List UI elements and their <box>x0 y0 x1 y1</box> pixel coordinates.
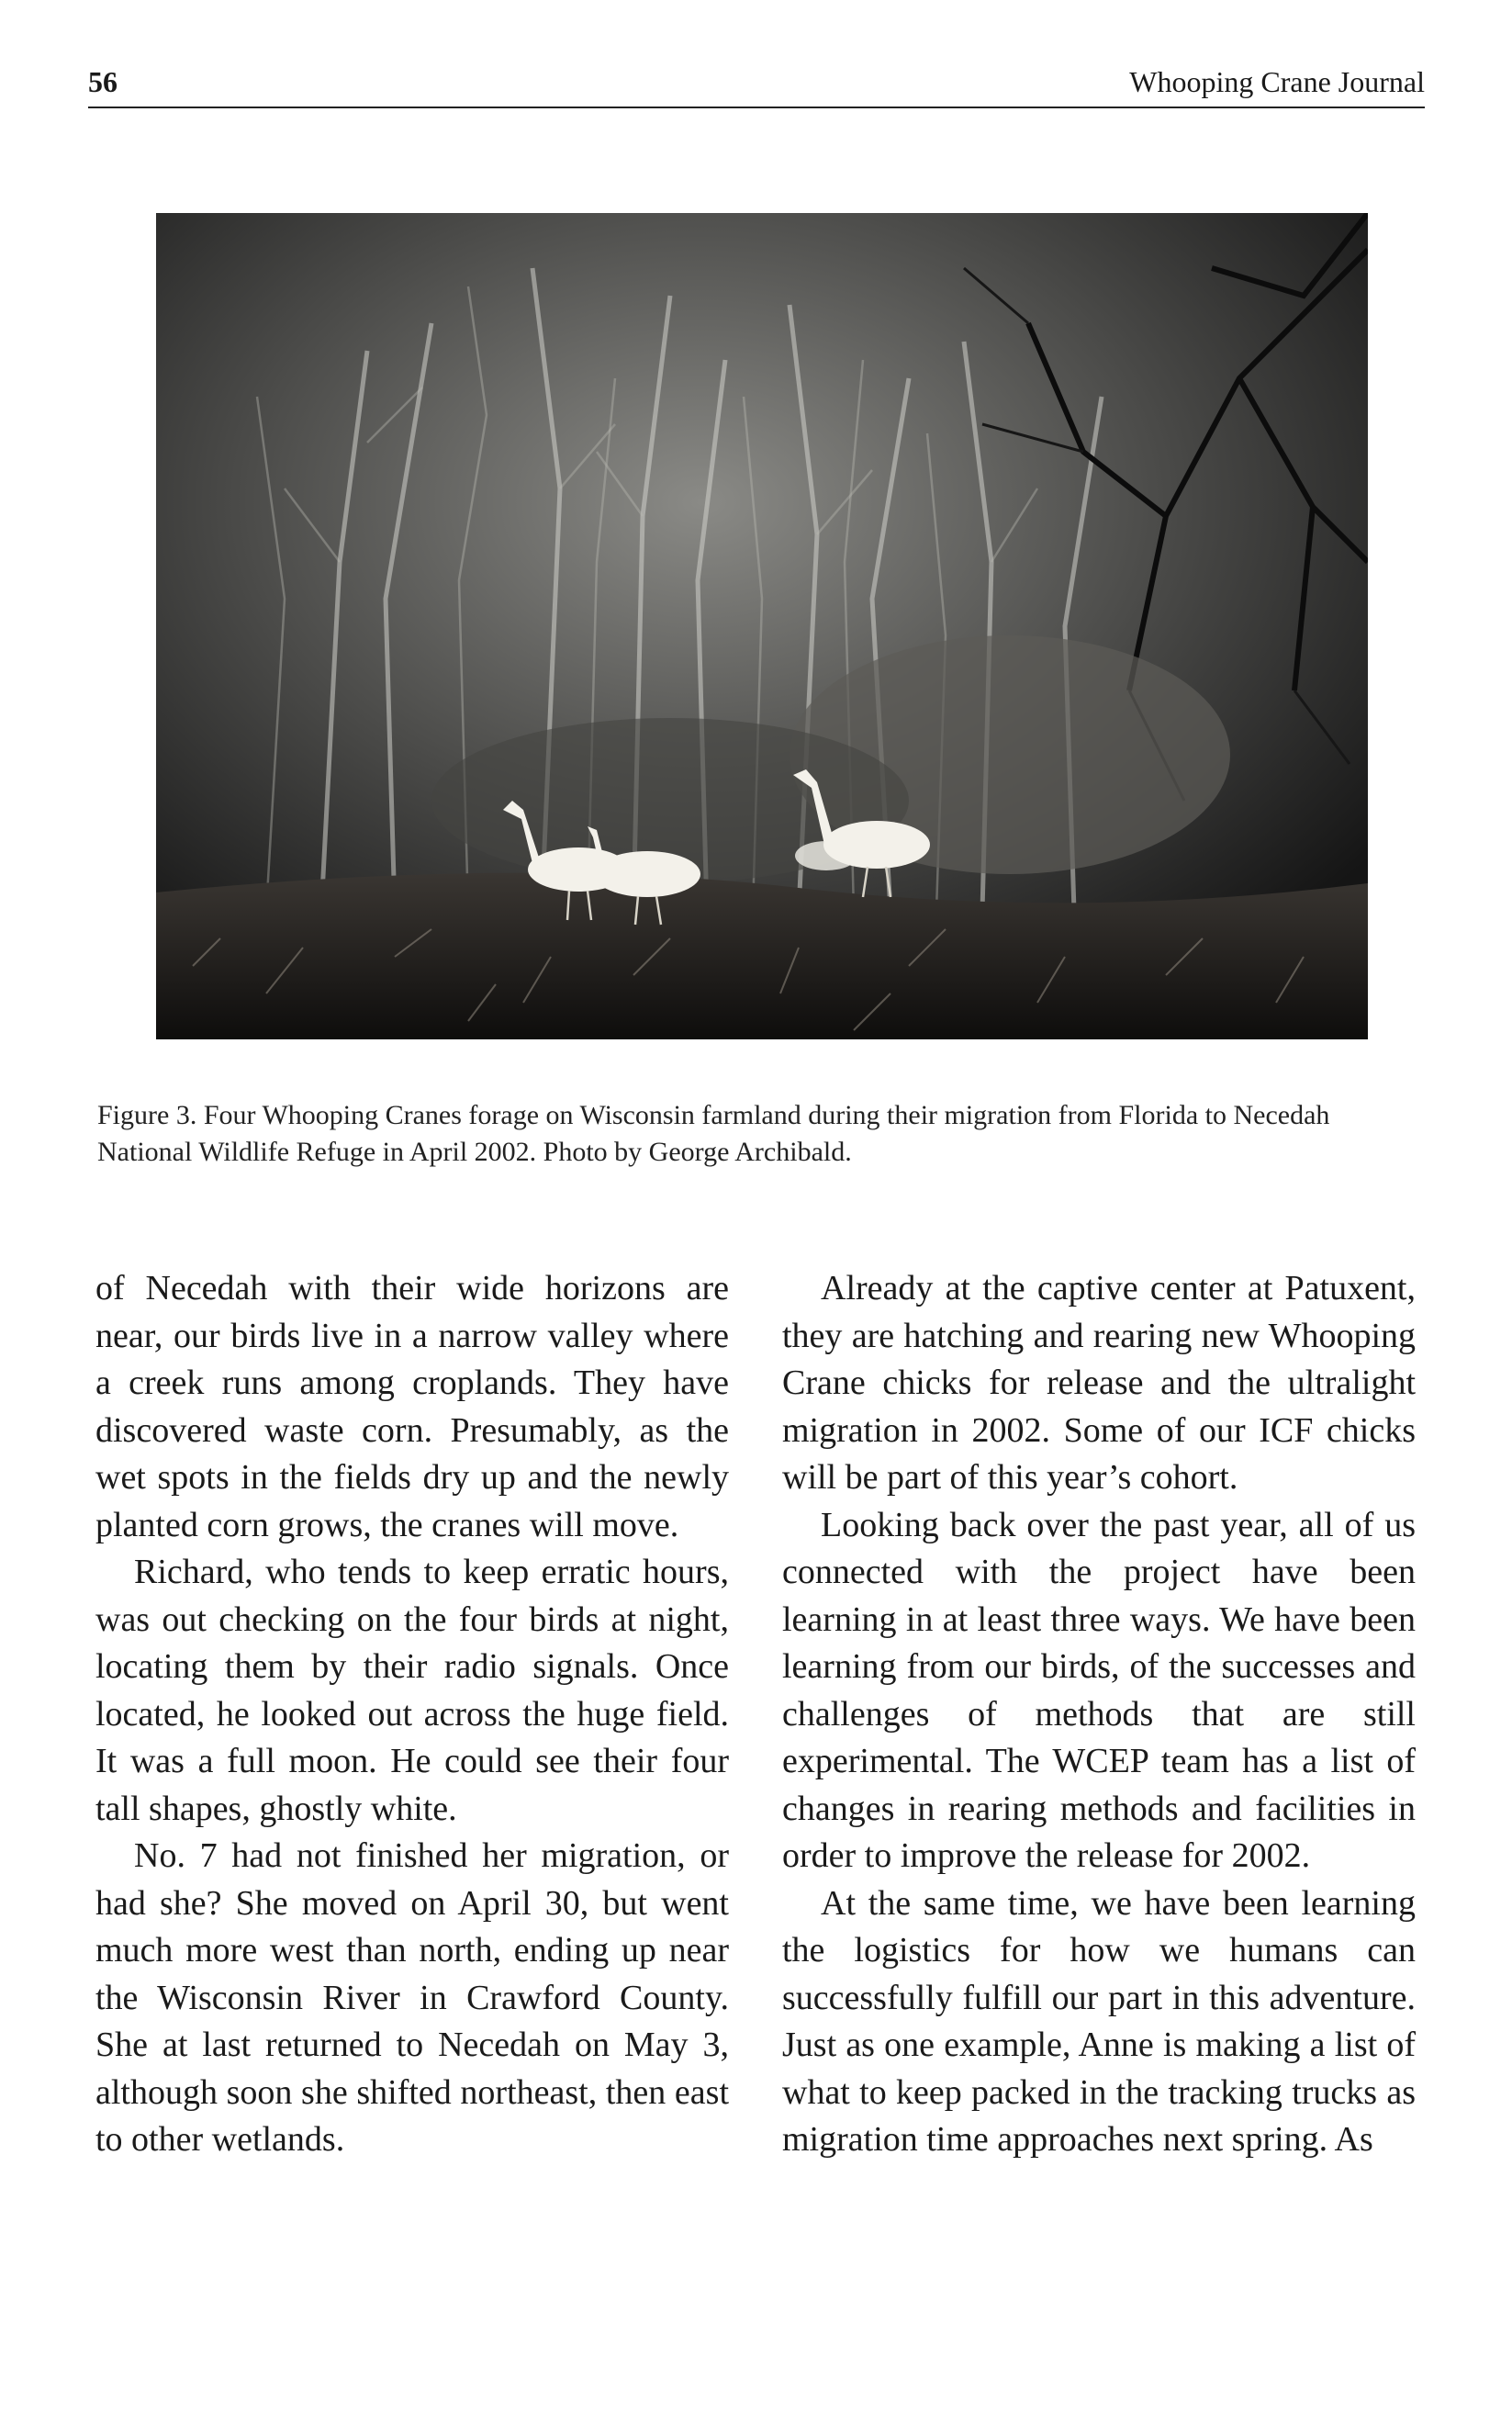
paragraph: Looking back over the past year, all of us connected with the project have been learning in at least three ways. We have been learning from our birds, of the successes and challenges of methods that are still experimental. The WCEP team has a list of changes in rearing methods and facilities in order to improve the release for 2002. <box>782 1505 1416 1875</box>
journal-title: Whooping Crane Journal <box>1129 65 1425 98</box>
paragraph: Richard, who tends to keep erratic hours, was out checking on the four birds at night, locating them by their radio signals. Once located, he looked out across the huge field. It was a full moon. He could see their four tall shapes, ghostly white. <box>95 1553 729 1828</box>
left-column <box>95 1265 729 2164</box>
crane-photo <box>156 213 1368 1039</box>
paragraph: of Necedah with their wide horizons are near, our birds live in a narrow valley where a creek runs among croplands. They have discovered waste corn. Presumably, as the wet spots in the fields dry up and the newly planted corn grows, the cranes will move. <box>95 1269 729 1544</box>
page-header <box>88 57 1425 108</box>
right-column <box>782 1265 1416 2164</box>
paragraph: Already at the captive center at Patuxent, they are hatching and rearing new Whooping Crane chicks for release and the ultralight migration in 2002. Some of our ICF chicks will be part of this year’s cohort. <box>782 1269 1416 1497</box>
page-number: 56 <box>88 65 118 98</box>
figure-caption: Figure 3. Four Whooping Cranes forage on Wisconsin farmland during their migration from Florida to Necedah National Wildlife Refuge in April 2002. Photo by George Archibald. <box>97 1100 1330 1167</box>
paragraph: No. 7 had not finished her migration, or had she? She moved on April 30, but went much more west than north, ending up near the Wisconsin River in Crawford County. She at last returned to Necedah on May 3, although soon she shifted northeast, then east to other wetlands. <box>95 1836 729 2159</box>
paragraph: At the same time, we have been learning the logistics for how we humans can successfully fulfill our part in this adventure. Just as one example, Anne is making a list of what to keep packed in the tracking trucks as migration time approaches next spring. As <box>782 1883 1416 2159</box>
